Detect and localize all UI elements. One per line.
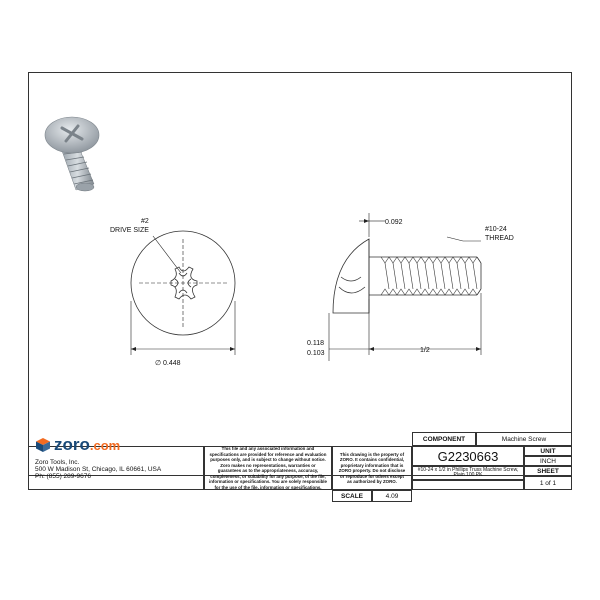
thread-crest	[437, 289, 445, 295]
disclaimer-text: This file and any associated information and specifications are provided for reference and evaluation purposes only, and is subject to change without notice. Zoro makes no representations, warranties or guarantees as to the appropriateness, accuracy, completeness, or suitability for any purpose, of the file, information or specifications. You are solely responsible for the use of the file, information or specifications.	[209, 446, 327, 490]
logo-suffix: .com	[89, 437, 121, 453]
thread-crest	[393, 263, 397, 289]
thread-crest	[461, 289, 469, 295]
component-label: COMPONENT	[412, 432, 476, 446]
head-thickness-max: 0.118	[307, 340, 324, 347]
thread-crest	[441, 263, 445, 289]
scale-label: SCALE	[332, 490, 372, 502]
zoro-logo	[35, 435, 197, 455]
thread-label-line2: THREAD	[485, 235, 514, 242]
thread-crest	[469, 257, 477, 263]
thread-crest	[421, 257, 429, 263]
drive-size-label-line1: #2	[141, 218, 149, 225]
unit-value: INCH	[524, 456, 572, 466]
part-description: #10-24 x 1/2 in Phillips Truss Machine Screw, Plain 100 PK	[412, 466, 524, 480]
thread-crest	[429, 257, 437, 263]
sheet-value: 1 of 1	[524, 476, 572, 490]
company-phone: Ph: (855) 289-9676	[35, 473, 92, 480]
disclaimer-cell	[204, 446, 332, 490]
thread-crest	[397, 289, 405, 295]
thread-crest	[445, 289, 453, 295]
head-top-view	[131, 231, 235, 355]
company-name: Zoro Tools, Inc.	[35, 459, 80, 466]
thread-crest	[453, 257, 461, 263]
title-block-area	[28, 432, 572, 500]
thread-crest	[445, 257, 453, 263]
thread-crest	[381, 289, 389, 295]
property-cell	[332, 446, 412, 490]
sheet-label: SHEET	[524, 466, 572, 476]
thread-label-line1: #10-24	[485, 226, 507, 233]
thread-crest	[381, 257, 389, 263]
zoro-cube-icon	[35, 437, 51, 453]
thread-crest	[417, 263, 421, 289]
head-thickness-min: 0.103	[307, 350, 325, 357]
thread-crest	[405, 257, 413, 263]
thread-crest	[453, 289, 461, 295]
technical-drawing	[29, 73, 573, 477]
thread-crest	[457, 263, 461, 289]
thread-crest	[389, 257, 397, 263]
company-cell	[28, 435, 204, 490]
thread-crest	[401, 263, 405, 289]
thread-crest	[389, 289, 397, 295]
thread-crest	[425, 263, 429, 289]
thread-crest	[469, 289, 477, 295]
thread-crest	[413, 289, 421, 295]
drive-size-label-line2: DRIVE SIZE	[110, 227, 149, 234]
thread-lines	[381, 257, 477, 295]
thread-crest	[413, 257, 421, 263]
logo-text: zoro	[54, 435, 90, 454]
drawing-frame	[28, 72, 572, 476]
thread-crest	[397, 257, 405, 263]
head-diameter-dimension: ∅ 0.448	[155, 360, 181, 367]
thread-crest	[449, 263, 453, 289]
company-address: 500 W Madison St, Chicago, IL 60661, USA	[35, 466, 162, 473]
thread-crest	[421, 289, 429, 295]
thread-crest	[429, 289, 437, 295]
length-dimension: 1/2	[420, 347, 430, 354]
scale-row-blank	[412, 480, 524, 490]
thread-crest	[409, 263, 413, 289]
thread-crest	[433, 263, 437, 289]
unit-label: UNIT	[524, 446, 572, 456]
part-number: G2230663	[412, 446, 524, 466]
thread-crest	[461, 257, 469, 263]
head-height-dimension: 0.092	[385, 219, 403, 226]
thread-crest	[465, 263, 469, 289]
thread-crest	[473, 263, 477, 289]
thread-crest	[437, 257, 445, 263]
component-value: Machine Screw	[476, 432, 572, 446]
thread-crest	[385, 263, 389, 289]
property-text: This drawing is the property of ZORO. It contains confidential, proprietary information that is ZORO property. Do not disclose or reproduce for others except as authorized by ZORO.	[338, 451, 406, 484]
scale-value: 4.09	[372, 490, 412, 502]
thread-crest	[405, 289, 413, 295]
side-view-dimensions	[329, 213, 481, 361]
